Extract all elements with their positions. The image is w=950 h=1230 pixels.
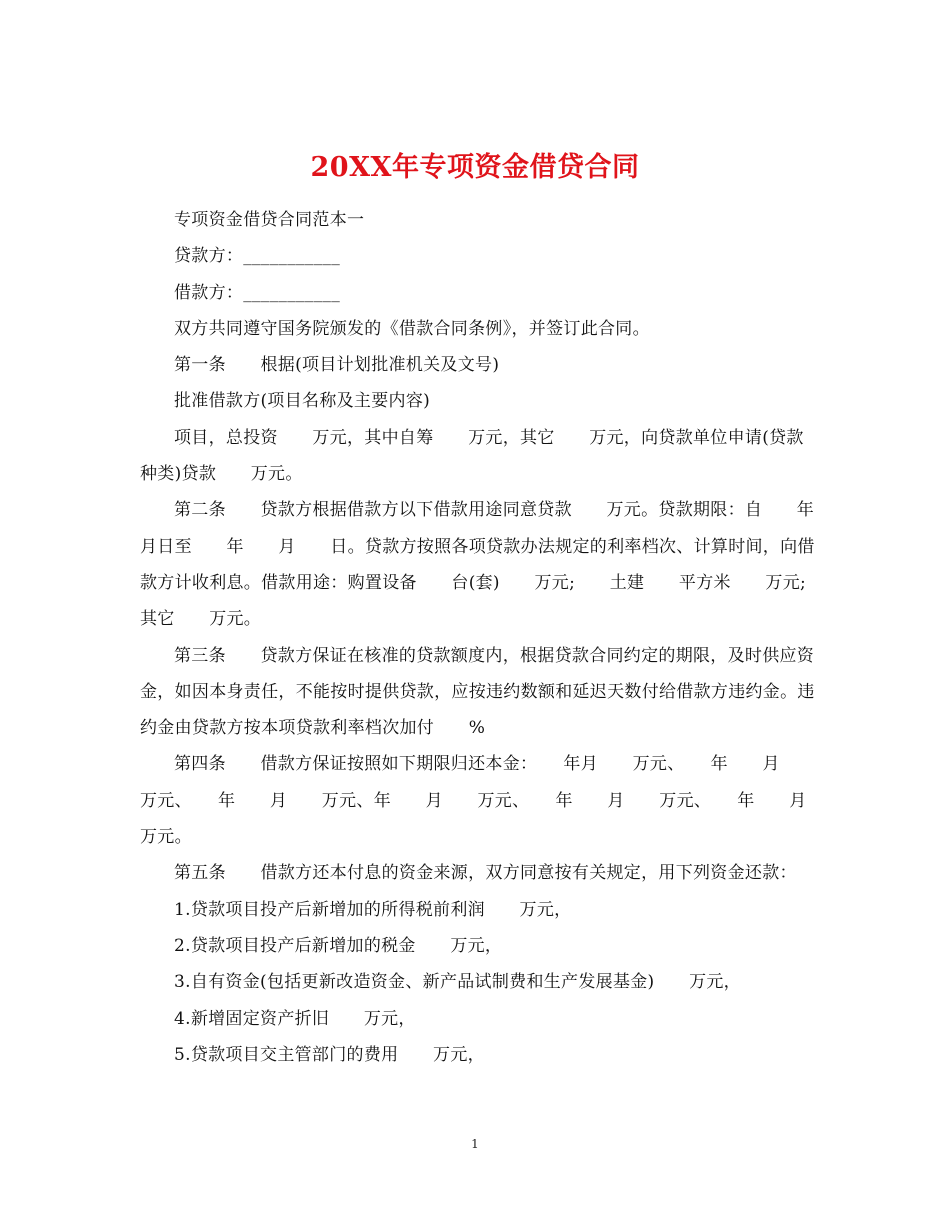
paragraph: 借款方：___________: [174, 282, 340, 303]
paragraph: 1.贷款项目投产后新增加的所得税前利润 万元，: [174, 899, 572, 920]
paragraph: 贷款方：___________: [174, 246, 340, 267]
paragraph: 批准借款方(项目名称及主要内容): [174, 391, 431, 412]
page-number: 1: [471, 1137, 479, 1151]
paragraph: 专项资金借贷合同范本一: [174, 210, 365, 230]
paragraph: 第一条 根据(项目计划批准机关及文号): [174, 355, 500, 376]
paragraph: 第五条 借款方还本付息的资金来源，双方同意按有关规定，用下列资金还款：: [174, 863, 797, 884]
paragraph: 5.贷款项目交主管部门的费用 万元，: [174, 1044, 485, 1065]
paragraph: 第四条 借款方保证按照如下期限归还本金： 年月 万元、 年 月 万元、 年 月 万元、年 月 万元、 年 月 万元、 年 月 万元。: [140, 754, 842, 848]
paragraph: 3.自有资金(包括更新改造资金、新产品试制费和生产发展基金) 万元，: [174, 972, 741, 993]
paragraph: 项目，总投资 万元，其中自筹 万元，其它 万元，向贷款单位申请(贷款种类)贷款 万元。: [140, 427, 804, 485]
paragraph: 第三条 贷款方保证在核准的贷款额度内，根据贷款合同约定的期限，及时供应资金，如因本身责任，不能按时提供贷款，应按违约数额和延迟天数付给借款方违约金。违约金由贷款方按本项贷款利率档次加付 %: [140, 645, 815, 739]
paragraph: 双方共同遵守国务院颁发的《借款合同条例》，并签订此合同。: [174, 318, 650, 339]
document-title: 20XX年专项资金借贷合同: [310, 152, 640, 184]
paragraph: 第二条 贷款方根据借款方以下借款用途同意贷款 万元。贷款期限：自 年 月日至 年 月 日。贷款方按照各项贷款办法规定的利率档次、计算时间，向借款方计收利息。借款用途：购置设备 台(套) 万元; 土建 平方米 万元; 其它 万元。: [140, 500, 849, 630]
paragraph: 4.新增固定资产折旧 万元，: [174, 1008, 416, 1029]
paragraph: 2.贷款项目投产后新增加的税金 万元，: [174, 935, 503, 956]
document-body: [140, 202, 849, 1073]
